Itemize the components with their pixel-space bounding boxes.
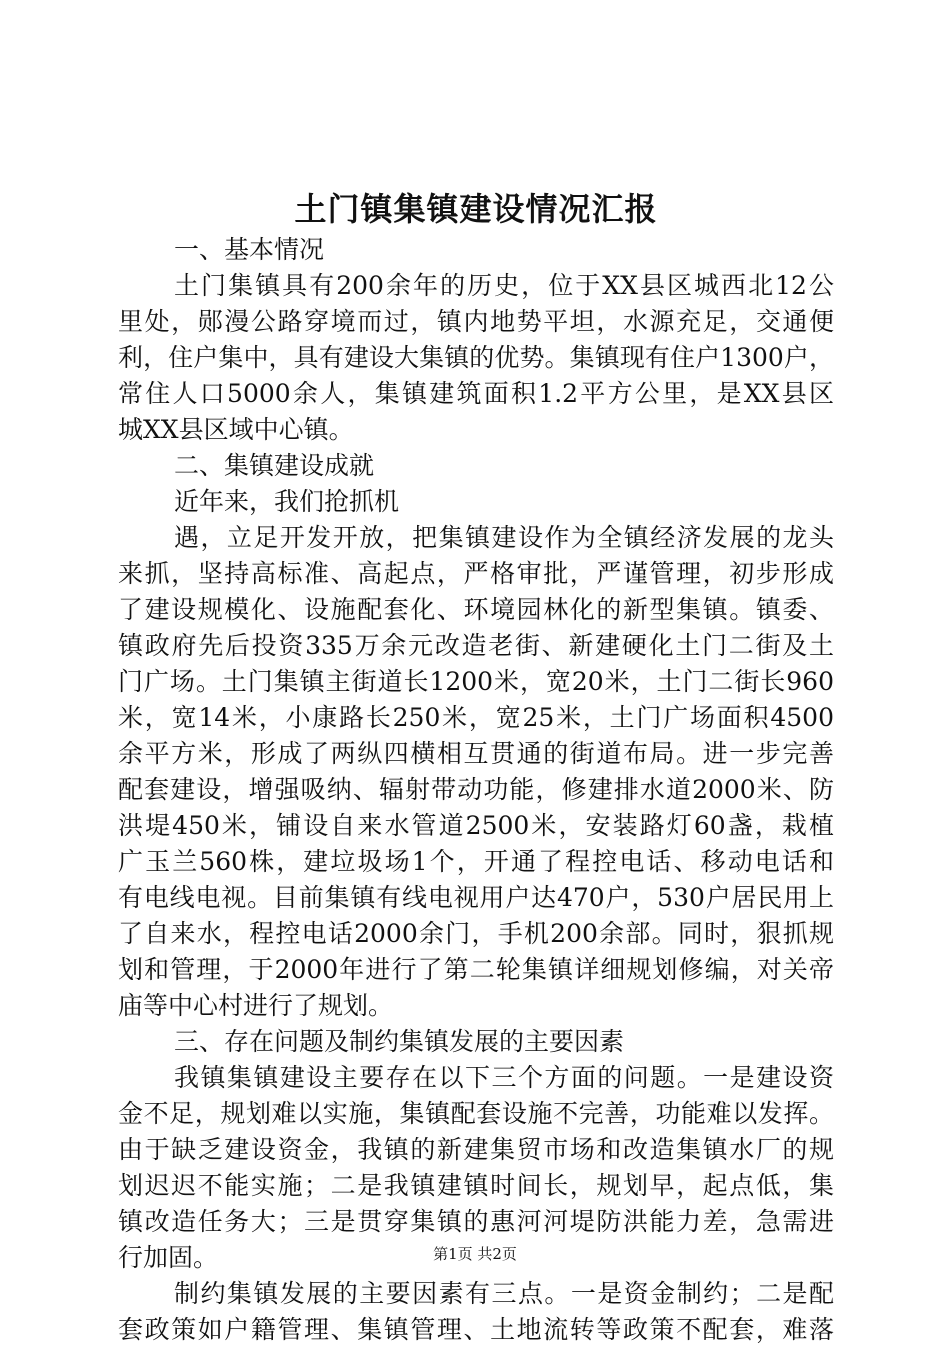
text-line: 有电线电视。目前集镇有线电视用户达470户，530户居民用上 — [118, 883, 834, 912]
text-line: 门广场。土门集镇主街道长1200米，宽20米，土门二街长960 — [118, 667, 834, 696]
text-line: 城XX县区域中心镇。 — [118, 415, 354, 444]
text-line: 行加固。 — [118, 1243, 219, 1272]
text-line: 广玉兰560株，建垃圾场1个，开通了程控电话、移动电话和 — [118, 847, 834, 876]
text-line: 配套建设，增强吸纳、辐射带动功能，修建排水道2000米、防 — [118, 775, 834, 804]
text-line: 套政策如户籍管理、集镇管理、土地流转等政策不配套，难落 — [118, 1315, 834, 1344]
text-line: 米，宽14米，小康路长250米，宽25米，土门广场面积4500 — [118, 703, 834, 732]
text-line: 利，住户集中，具有建设大集镇的优势。集镇现有住户1300户， — [118, 343, 834, 372]
text-line: 一、基本情况 — [174, 235, 325, 264]
text-line: 由于缺乏建设资金，我镇的新建集贸市场和改造集镇水厂的规 — [118, 1135, 834, 1164]
text-line: 常住人口5000余人，集镇建筑面积1.2平方公里，是XX县区 — [118, 379, 834, 408]
text-line: 了建设规模化、设施配套化、环境园林化的新型集镇。镇委、 — [118, 595, 834, 624]
text-line: 里处，郧漫公路穿境而过，镇内地势平坦，水源充足，交通便 — [118, 307, 834, 336]
document-body — [118, 186, 834, 1348]
text-line: 划和管理，于2000年进行了第二轮集镇详细规划修编，对关帝 — [118, 955, 834, 984]
text-line: 制约集镇发展的主要因素有三点。一是资金制约；二是配 — [174, 1279, 834, 1308]
text-line: 庙等中心村进行了规划。 — [118, 991, 394, 1020]
text-line: 了自来水，程控电话2000余门，手机200余部。同时，狠抓规 — [118, 919, 834, 948]
text-line: 二、集镇建设成就 — [174, 451, 375, 480]
text-line: 遇，立足开发开放，把集镇建设作为全镇经济发展的龙头 — [174, 523, 834, 552]
text-line: 镇政府先后投资335万余元改造老街、新建硬化土门二街及土 — [118, 631, 834, 660]
text-line: 划迟迟不能实施；二是我镇建镇时间长，规划早，起点低，集 — [118, 1171, 834, 1200]
text-line: 洪堤450米，铺设自来水管道2500米，安装路灯60盏，栽植 — [118, 811, 834, 840]
text-line: 来抓，坚持高标准、高起点，严格审批，严谨管理，初步形成 — [118, 559, 834, 588]
text-line: 余平方米，形成了两纵四横相互贯通的街道布局。进一步完善 — [118, 739, 834, 768]
text-line: 我镇集镇建设主要存在以下三个方面的问题。一是建设资 — [174, 1063, 834, 1092]
page-number: 第1页 共2页 — [433, 1245, 517, 1263]
document-title: 土门镇集镇建设情况汇报 — [294, 190, 658, 228]
text-line: 金不足，规划难以实施，集镇配套设施不完善，功能难以发挥。 — [118, 1099, 834, 1128]
text-line: 近年来，我们抢抓机 — [174, 487, 400, 516]
text-line: 三、存在问题及制约集镇发展的主要因素 — [174, 1027, 625, 1056]
text-line: 镇改造任务大；三是贯穿集镇的惠河河堤防洪能力差，急需进 — [118, 1207, 834, 1236]
document-text — [118, 232, 834, 1348]
text-line: 土门集镇具有200余年的历史，位于XX县区城西北12公 — [174, 271, 834, 300]
